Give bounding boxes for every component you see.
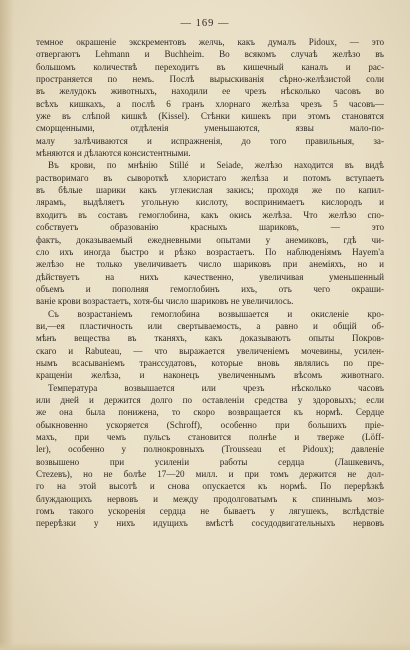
text-line: малу залѣчиваются и испражненія, до того правильныя, за- — [36, 135, 384, 146]
text-line: скаго и Rabuteau, — что выражается увеличеніемъ мочевины, усилен- — [36, 345, 384, 356]
text-line: мѣнъ вещества въ тканяхъ, какъ доказываютъ опыты Покров- — [36, 333, 384, 344]
paragraph-iron-intestine — [36, 36, 384, 159]
text-line: перерѣзки у нихъ идущихъ вмѣстѣ сосудодвигательныхъ нервовъ — [36, 518, 384, 529]
text-line: въ желудокъ животныхъ, находили ее чрезъ нѣсколько часовъ во — [36, 86, 384, 97]
text-line: ви,—ея пластичность или свертываемость, а равно и общій об- — [36, 320, 384, 331]
text-line: растворимаго въ сывороткѣ хлористаго желѣза и потомъ вступаетъ — [36, 172, 384, 183]
text-line: же она была понижена, то скоро возвращается къ нормѣ. Сердце — [36, 407, 384, 418]
text-line: Стеzевъ), но не болѣе 17—20 милл. и при томъ держится не дол- — [36, 469, 384, 480]
text-line: возвышено при усиленіи работы сердца (Лашкевичъ, — [36, 456, 384, 467]
text-line: го на этой высотѣ и снова опускается къ нормѣ. По перерѣзкѣ — [36, 481, 384, 492]
text-line: входитъ въ составъ гемоглобина, какъ окись желѣза. Что желѣзо спо- — [36, 209, 384, 220]
body-text — [36, 36, 384, 530]
page-number: — 169 — — [180, 18, 230, 29]
text-line: объемъ и пополняя гемоглобинъ ихъ, отъ чего окраши- — [36, 283, 384, 294]
text-line: собствуетъ образованію красныхъ шариковъ, — это — [36, 222, 384, 233]
text-line: фактъ, доказываемый ежедневными опытами у анемиковъ, гдѣ чи- — [36, 234, 384, 245]
text-line: Съ возрастаніемъ гемоглобина возвышается и окисленіе кро- — [48, 308, 384, 319]
page-edge-shadow — [0, 642, 410, 650]
text-line: сморщенными, отдѣленія уменьшаются, язвы мало-по- — [36, 123, 384, 134]
text-line: всѣхъ кишкахъ, а послѣ 6 гранъ хлорнаго желѣза чрезъ 5 часовъ— — [36, 98, 384, 109]
text-line: уже въ слѣпой кишкѣ (Kissel). Стѣнки кишекъ при этомъ становятся — [36, 111, 384, 122]
text-line: блуждающихъ нервовъ и между продолговатымъ к спиннымъ моз- — [36, 493, 384, 504]
text-line: лярамъ, выдѣляетъ угольную кислоту, воспринимаетъ кислородъ и — [36, 197, 384, 208]
text-line: Въ крови, по мнѣнію Stillé и Seiade, желѣзо находится въ видѣ — [48, 160, 384, 171]
text-line: пространяется по немъ. Послѣ вырыскиванія сѣрно-желѣзистой соли — [36, 74, 384, 85]
text-line: Температура возвышается или чрезъ нѣсколько часовъ — [48, 382, 384, 393]
text-line: въ бѣлые шарики какъ углекислая закись; проходя же по капил- — [36, 185, 384, 196]
text-line: ler), особенно у полнокровныхъ (Trousseau et Pidoux); давленіе — [36, 444, 384, 455]
text-line: желѣзо не только увеличиваетъ число шариковъ при анеміяхъ, но и — [36, 259, 384, 270]
text-line: сло ихъ иногда быстро и рѣзко возрастаетъ. По наблюденіямъ Hayem'а — [36, 246, 384, 257]
text-line: махъ, при чемъ пульсъ становится полнѣе и тверже (Löff- — [36, 432, 384, 442]
paragraph-hemoglobin — [36, 308, 384, 530]
text-line: или дней и держится долго по оставленіи средства у здоровыхъ; если — [36, 394, 384, 405]
text-line: ваніе крови возрастаетъ, хотя-бы число шариковъ не увеличилось. — [36, 296, 294, 307]
text-line: мѣняются и дѣлаются консистентными. — [36, 148, 191, 159]
paragraph-iron-blood — [36, 159, 384, 307]
text-line: гомъ такого ускоренія сердца не бываетъ у лягушекъ, вслѣдствіе — [36, 506, 384, 517]
text-line: темное окрашеніе экскрементовъ желчь, какъ думалъ Pidoux, — это — [36, 37, 384, 47]
text-line: большомъ количествѣ переходитъ въ кишечный каналъ и рас- — [36, 61, 384, 72]
text-line: нымъ всасываніемъ транссудатовъ, которые вновь являлись по пре- — [36, 357, 384, 368]
text-line: кращеніи желѣза, и наконецъ увеличеннымъ вѣсомъ животнаго. — [36, 370, 384, 381]
text-line: обыкновенно ускоряется (Schroff), особенно при большихъ пріе- — [36, 419, 384, 430]
text-line: дѣйствуетъ на нихъ качественно, увеличивая уменьшенный — [36, 271, 384, 282]
binding-shadow — [0, 0, 14, 650]
text-line: отвергаютъ Lehmann и Buchheim. Во всякомъ случаѣ желѣзо въ — [36, 49, 384, 60]
